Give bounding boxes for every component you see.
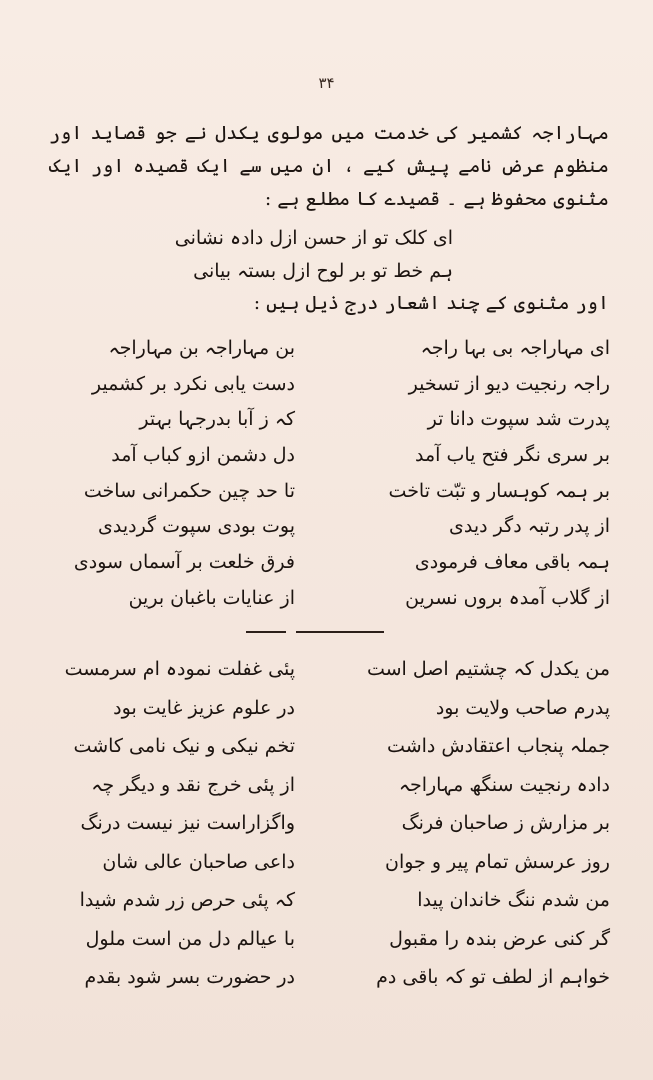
couplet-row [30,580,610,616]
couplet-row [30,881,610,920]
hemistich-left: در علوم عزیز غایت بود [113,696,295,719]
hemistich-right: جملہ پنجاب اعتقادش داشت [387,735,610,758]
divider-dash-long [296,631,384,633]
couplet-row [30,804,610,843]
hemistich-right: من شدم ننگ خاندان پیدا [417,889,610,912]
hemistich-right: پدرت شد سپوت دانا تر [427,408,610,431]
hemistich-left: پوت بودی سپوت گردیدی [97,515,295,538]
couplet-row [30,508,610,544]
masnavi-couplets-1 [30,330,610,616]
hemistich-right: گر کنی عرض بندہ را مقبول [389,927,610,950]
masnavi-intro: اور مثنوی کے چند اشعار درج ذیل ہیں : [253,292,609,314]
hemistich-right: دادہ رنجیت سنگھ مہاراجہ [398,773,610,796]
hemistich-right: ہمہ باقی معاف فرمودی [414,550,610,573]
hemistich-right: خواہم از لطف تو کہ باقی دم [376,966,610,989]
hemistich-left: بن مہاراجہ بن مہاراجہ [108,336,295,359]
couplet-row [30,766,610,805]
page-number: ۳۴ [318,74,335,92]
couplet-row [30,843,610,882]
hemistich-left: از عنایات باغبان برین [128,586,295,609]
hemistich-left: با عیالم دل من است ملول [85,927,295,950]
intro-paragraph: مہاراجہ کشمیر کی خدمت میں مولوی یکدل نے جو قصاید اور منظوم عرض نامے پیش کیے ، ان میں سے ایک قصیدہ اور ایک مثنوی محفوظ ہے ۔ قصیدے کا مطلع ہے : [49,122,609,210]
section-divider [246,631,384,633]
masnavi-couplets-2 [30,650,610,997]
couplet-row [30,544,610,580]
hemistich-right: از گلاب آمدہ بروں نسرین [405,586,610,609]
hemistich-right: ای مہاراجہ بی بہا راجہ [420,336,610,359]
qasida-line-2: ہم خط تو بر لوح ازل بستہ بیانی [193,260,453,282]
hemistich-left: کہ ز آبا بدرجہا بہتر [139,408,295,431]
hemistich-right: راجہ رنجیت دیو از تسخیر [408,372,610,395]
couplet-row [30,958,610,997]
divider-dash-short [246,631,286,633]
hemistich-right: بر ہمہ کوہسار و تبّت تاخت [388,479,610,502]
hemistich-right: بر سری نگر فتح یاب آمد [415,443,610,466]
hemistich-left: پئی غفلت نمودہ ام سرمست [64,658,295,681]
hemistich-left: کہ پئی حرص زر شدم شیدا [79,889,295,912]
couplet-row [30,401,610,437]
hemistich-left: از پئی خرج نقد و دیگر چہ [91,773,295,796]
hemistich-right: از پدر رتبہ دگر دیدی [449,515,610,538]
couplet-row [30,727,610,766]
couplet-row [30,689,610,728]
hemistich-left: واگزاراست نیز نیست درنگ [80,812,295,835]
couplet-row [30,437,610,473]
hemistich-right: روز عرسش تمام پیر و جوان [385,850,610,873]
hemistich-right: من یکدل کہ چشتیم اصل است [366,658,610,681]
hemistich-left: داعی صاحبان عالی شان [102,850,295,873]
couplet-row [30,366,610,402]
couplet-row [30,920,610,959]
hemistich-left: تخم نیکی و نیک نامی کاشت [73,735,295,758]
couplet-row [30,473,610,509]
hemistich-right: بر مزارش ز صاحبان فرنگ [401,812,610,835]
hemistich-left: فرق خلعت بر آسماں سودی [73,550,295,573]
hemistich-left: دل دشمن ازو کباب آمد [111,443,295,466]
hemistich-left: تا حد چین حکمرانی ساخت [83,479,295,502]
couplet-row [30,330,610,366]
hemistich-left: در حضورت بسر شود بقدم [84,966,295,989]
hemistich-right: پدرم صاحب ولایت بود [435,696,610,719]
qasida-line-1: ای کلک تو از حسن ازل دادہ نشانی [174,227,453,249]
hemistich-left: دست یابی نکرد بر کشمیر [91,372,295,395]
couplet-row [30,650,610,689]
